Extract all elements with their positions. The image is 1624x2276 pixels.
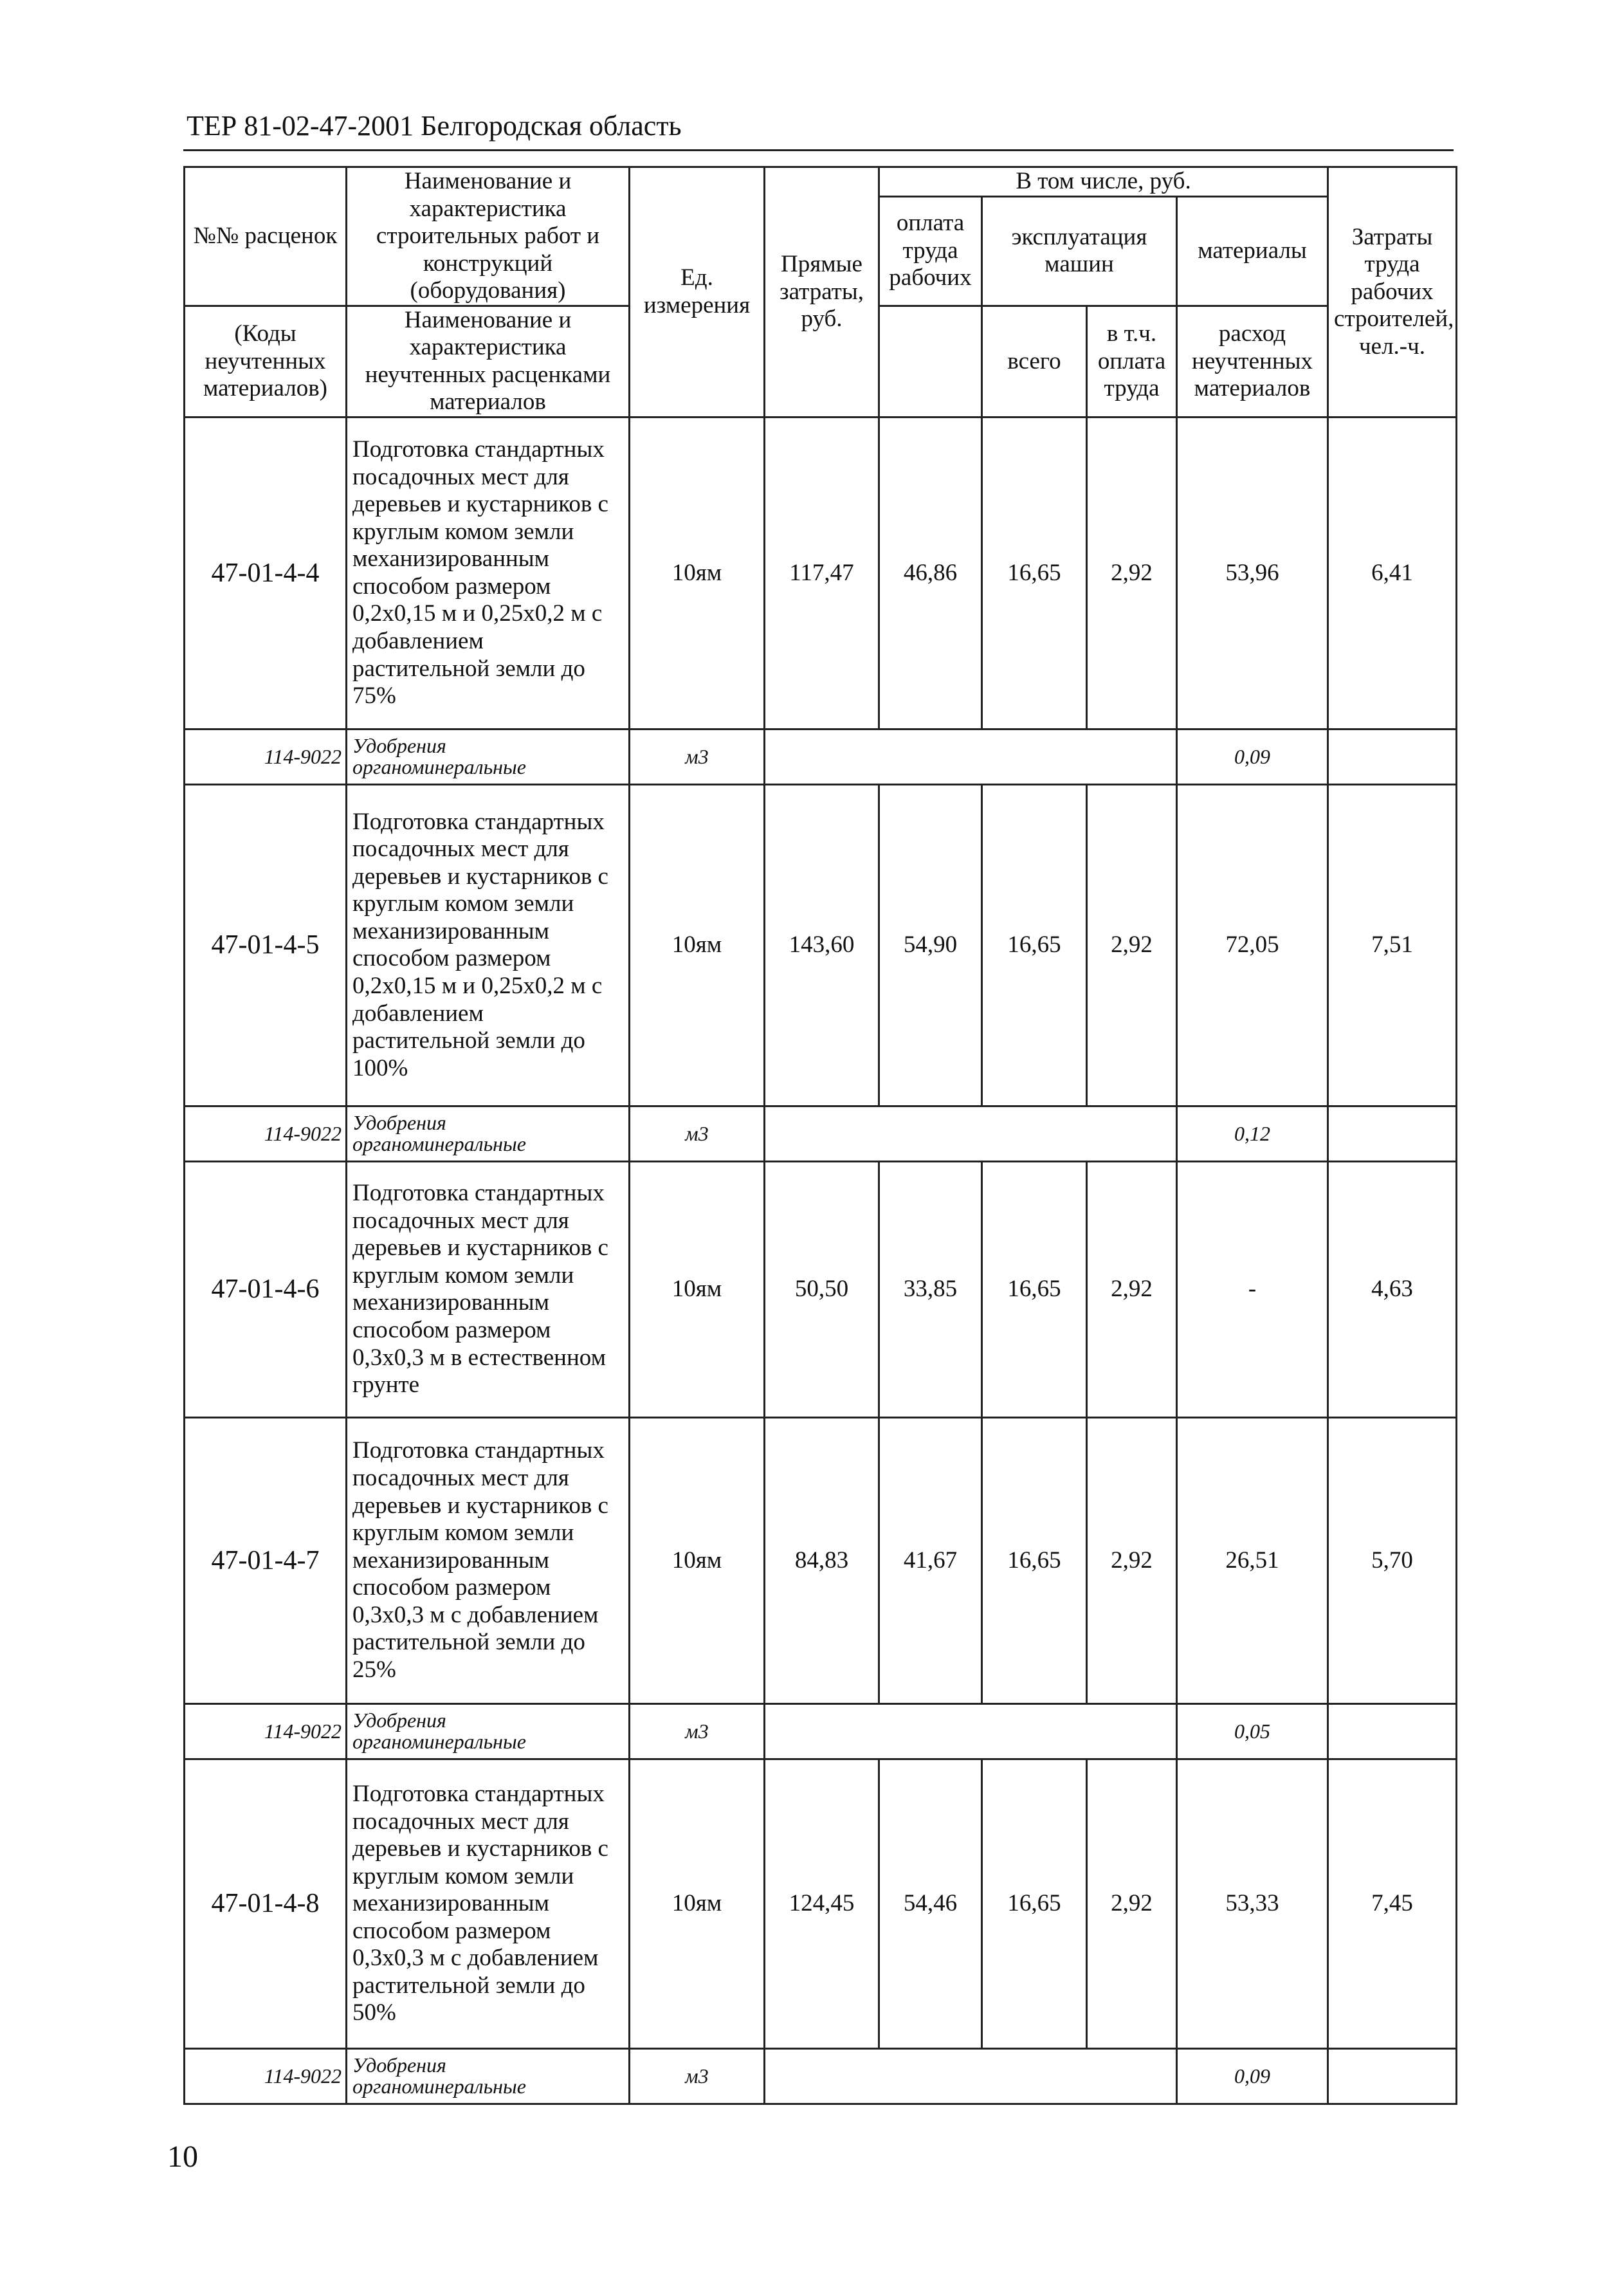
header-materials: материалы [1177,196,1328,306]
rate-machines-wages: 2,92 [1087,1759,1177,2048]
rate-materials: 26,51 [1177,1417,1328,1703]
material-quantity: 0,09 [1177,729,1328,784]
material-name: Удобрения органоминеральные [347,729,630,784]
material-row [185,1106,1457,1161]
table-row [185,1417,1457,1703]
header-machines-wages: в т.ч. оплата труда [1087,306,1177,417]
rate-direct-costs: 124,45 [765,1759,879,2048]
table-row [185,1161,1457,1417]
rate-labor: 7,45 [1328,1759,1457,2048]
table-row [185,417,1457,729]
rate-wages: 41,67 [879,1417,982,1703]
rate-direct-costs: 84,83 [765,1417,879,1703]
rate-code: 47-01-4-7 [185,1417,347,1703]
rate-direct-costs: 50,50 [765,1161,879,1417]
material-row [185,2048,1457,2104]
rate-unit: 10ям [630,1417,765,1703]
rate-machines-wages: 2,92 [1087,417,1177,729]
material-unit: м3 [630,2048,765,2104]
header-including: В том числе, руб. [879,167,1328,197]
rate-unit: 10ям [630,784,765,1106]
rate-labor: 6,41 [1328,417,1457,729]
rate-direct-costs: 117,47 [765,417,879,729]
header-machines-total: всего [982,306,1087,417]
material-unit: м3 [630,1106,765,1161]
rate-code: 47-01-4-5 [185,784,347,1106]
material-quantity: 0,05 [1177,1703,1328,1759]
material-name: Удобрения органоминеральные [347,1703,630,1759]
rate-labor: 7,51 [1328,784,1457,1106]
rate-wages: 33,85 [879,1161,982,1417]
header-direct-costs: Прямые затраты, руб. [765,167,879,418]
rate-materials: 53,33 [1177,1759,1328,2048]
rate-code: 47-01-4-4 [185,417,347,729]
rate-wages: 46,86 [879,417,982,729]
rate-machines-wages: 2,92 [1087,1417,1177,1703]
rate-machines-wages: 2,92 [1087,784,1177,1106]
rate-machines-total: 16,65 [982,1759,1087,2048]
material-name: Удобрения органоминеральные [347,1106,630,1161]
material-quantity: 0,09 [1177,2048,1328,2104]
rate-labor: 5,70 [1328,1417,1457,1703]
rate-wages: 54,90 [879,784,982,1106]
rate-direct-costs: 143,60 [765,784,879,1106]
header-wages: оплата труда рабочих [879,196,982,306]
material-row [185,1703,1457,1759]
page-header-title: ТЕР 81-02-47-2001 Белгородская область [187,110,682,142]
rate-description: Подготовка стандартных посадочных мест для деревьев и кустарников с круглым комом земли механизированным способом размером 0,2х0,15 м и 0,25х0,2 м с добавлением растительной земли до 100% [347,784,630,1106]
header-material-name: Наименование и характеристика неучтенных расценками материалов [347,306,630,417]
rate-machines-total: 16,65 [982,1161,1087,1417]
rate-code: 47-01-4-8 [185,1759,347,2048]
rate-code: 47-01-4-6 [185,1161,347,1417]
rate-description: Подготовка стандартных посадочных мест для деревьев и кустарников с круглым комом земли механизированным способом размером 0,2х0,15 м и 0,25х0,2 м с добавлением растительной земли до 75% [347,417,630,729]
rate-materials: 72,05 [1177,784,1328,1106]
rates-table [183,166,1457,2105]
material-unit: м3 [630,729,765,784]
material-unit: м3 [630,1703,765,1759]
rate-description: Подготовка стандартных посадочных мест для деревьев и кустарников с круглым комом земли механизированным способом размером 0,3х0,3 м в естественном грунте [347,1161,630,1417]
rate-wages: 54,46 [879,1759,982,2048]
material-quantity: 0,12 [1177,1106,1328,1161]
rate-machines-total: 16,65 [982,417,1087,729]
header-labor: Затраты труда рабочих строителей, чел.-ч. [1328,167,1457,418]
material-code: 114-9022 [185,2048,347,2104]
material-name: Удобрения органоминеральные [347,2048,630,2104]
rate-machines-total: 16,65 [982,1417,1087,1703]
rate-labor: 4,63 [1328,1161,1457,1417]
rate-unit: 10ям [630,1759,765,2048]
rate-unit: 10ям [630,417,765,729]
header-work-name: Наименование и характеристика строительных работ и конструкций (оборудования) [347,167,630,306]
material-code: 114-9022 [185,729,347,784]
page-number: 10 [167,2140,198,2174]
rate-machines-total: 16,65 [982,784,1087,1106]
rate-description: Подготовка стандартных посадочных мест для деревьев и кустарников с круглым комом земли механизированным способом размером 0,3х0,3 м с добавлением растительной земли до 50% [347,1759,630,2048]
header-unit: Ед. измерения [630,167,765,418]
rate-materials: 53,96 [1177,417,1328,729]
rate-materials: - [1177,1161,1328,1417]
rate-machines-wages: 2,92 [1087,1161,1177,1417]
header-machines: эксплуатация машин [982,196,1177,306]
table-row [185,784,1457,1106]
material-code: 114-9022 [185,1703,347,1759]
header-material-usage: расход неучтенных материалов [1177,306,1328,417]
header-rule [183,149,1454,151]
header-code: №№ расценок [185,167,347,306]
material-code: 114-9022 [185,1106,347,1161]
material-row [185,729,1457,784]
header-material-code: (Коды неучтенных материалов) [185,306,347,417]
rate-unit: 10ям [630,1161,765,1417]
rate-description: Подготовка стандартных посадочных мест для деревьев и кустарников с круглым комом земли механизированным способом размером 0,3х0,3 м с добавлением растительной земли до 25% [347,1417,630,1703]
table-row [185,1759,1457,2048]
